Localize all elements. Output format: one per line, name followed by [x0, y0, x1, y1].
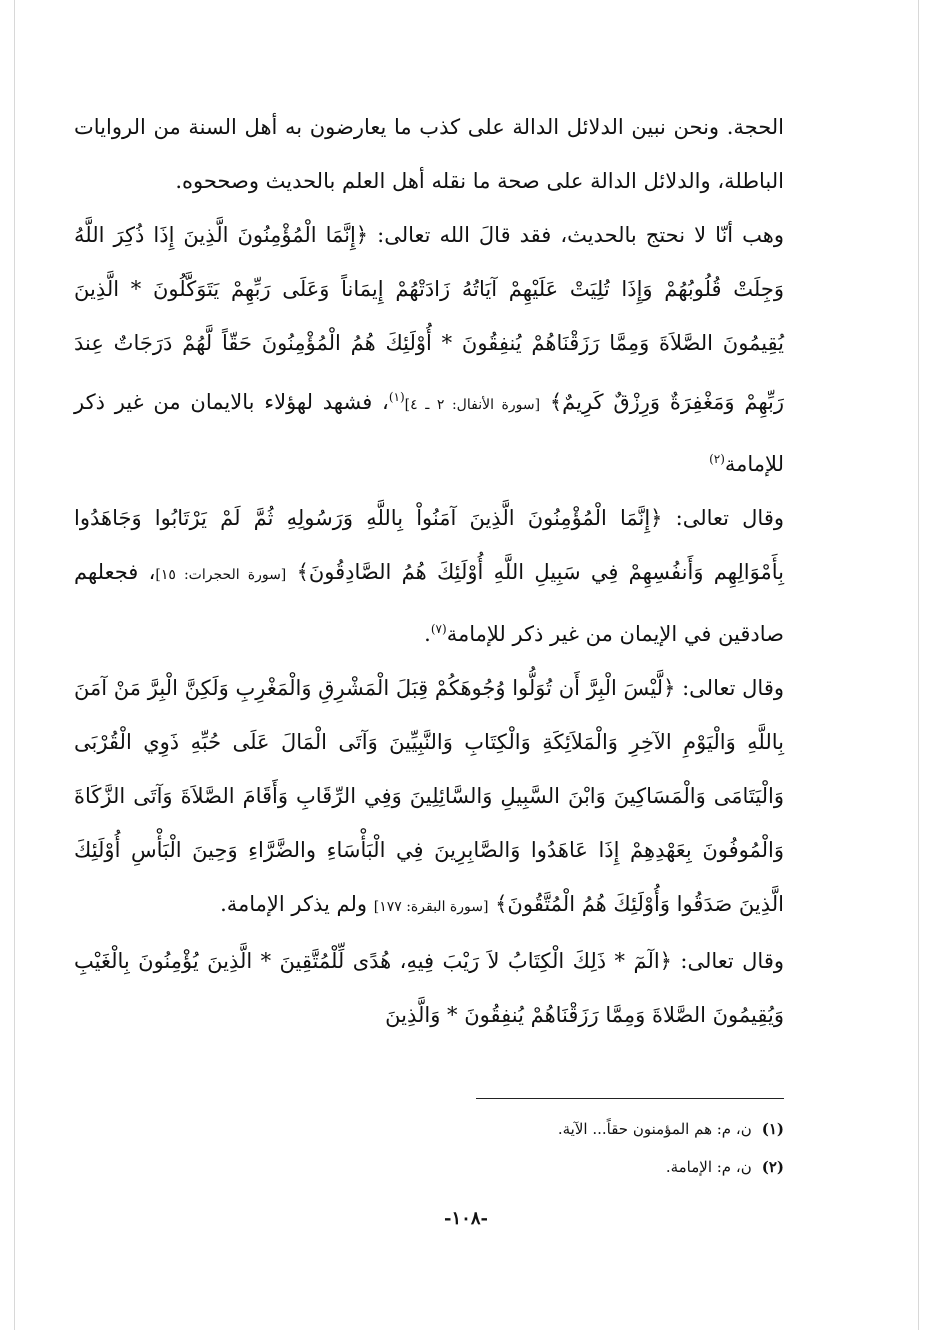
surah-reference: [سورة الأنفال: ٢ ـ ٤] [404, 397, 541, 413]
footnote-marker: (٧) [430, 622, 447, 636]
paragraph-3 [74, 491, 784, 661]
paragraph-text: وقال تعالى: ﴿لَّيْسَ الْبِرَّ أَن تُوَلُّوا وُجُوهَكُمْ قِبَلَ الْمَشْرِقِ وَالْمَغْرِبِ وَلَكِنَّ الْبِرَّ مَنْ آمَنَ بِاللَّهِ وَالْيَوْمِ الآخِرِ وَالْمَلاَئِكَةِ وَالْكِتَابِ وَالنَّبِيِّينَ وَآتَى الْمَالَ عَلَى حُبِّهِ ذَوِي الْقُرْبَى وَالْيَتَامَى وَالْمَسَاكِينَ وَابْنَ السَّبِيلِ وَالسَّائِلِينَ وَفِي الرِّقَابِ وَأَقَامَ الصَّلاَةَ وَآتَى الزَّكَاةَ وَالْمُوفُونَ بِعَهْدِهِمْ إِذَا عَاهَدُوا وَالصَّابِرِينَ فِي الْبَأْسَاءِ والضَّرَّاءِ وَحِينَ الْبَأْسِ أُوْلَئِكَ الَّذِينَ صَدَقُوا وَأُوْلَئِكَ هُمُ الْمُتَّقُونَ﴾ [74, 676, 784, 916]
footnote-marker: (٢) [709, 452, 725, 466]
scan-edge-left [14, 0, 15, 1330]
paragraph-text: وهب أنّا لا نحتج بالحديث، فقد قالَ الله تعالى: ﴿إِنَّمَا الْمُؤْمِنُونَ الَّذِينَ إِذَا ذُكِرَ اللَّهُ وَجِلَتْ قُلُوبُهُمْ وَإِذَا تُلِيَتْ عَلَيْهِمْ آيَاتُهُ زَادَتْهُمْ إِيمَاناً وَعَلَى رَبِّهِمْ يَتَوَكَّلُونَ * الَّذِينَ يُقِيمُونَ الصَّلاَةَ وَمِمَّا رَزَقْنَاهُمْ يُنفِقُونَ * أُوْلَئِكَ هُمُ الْمُؤْمِنُونَ حَقّاً لَّهُمْ دَرَجَاتٌ عِندَ رَبِّهِمْ وَمَغْفِرَةٌ وَرِزْقٌ كَرِيمٌ﴾ [74, 223, 784, 414]
footnotes [74, 1110, 784, 1186]
paragraph-tail: ولم يذكر الإمامة. [220, 892, 374, 916]
footnote-separator [476, 1098, 784, 1099]
footnote-2 [74, 1148, 784, 1186]
footnote-text: ن، م: هم المؤمنون حقاً... الآية. [557, 1120, 752, 1138]
footnote-text: ن، م: الإمامة. [665, 1158, 752, 1176]
surah-reference: [سورة الحجرات: ١٥] [155, 567, 287, 583]
footnote-marker: (١) [388, 390, 405, 404]
paragraph-end: . [424, 622, 431, 646]
paragraph-text: الحجة. ونحن نبين الدلائل الدالة على كذب ما يعارضون به أهل السنة من الروايات الباطلة، والدلائل الدالة على صحة ما نقله أهل العلم بالحديث وصححوه. [74, 115, 784, 193]
page-body [74, 100, 784, 1042]
paragraph-text: وقال تعالى: ﴿الٓمٓ * ذَلِكَ الْكِتَابُ لاَ رَيْبَ فِيهِ، هُدًى لِّلْمُتَّقِينَ * الَّذِينَ يُؤْمِنُونَ بِالْغَيْبِ وَيُقِيمُونَ الصَّلاةَ وَمِمَّا رَزَقْنَاهُمْ يُنفِقُونَ * وَالَّذِينَ [74, 949, 784, 1027]
paragraph-tail: ، فشهد لهؤلاء بالايمان من غير ذكر للإمامة [74, 390, 784, 476]
footnote-1 [74, 1110, 784, 1148]
paragraph-text: وقال تعالى: ﴿إِنَّمَا الْمُؤْمِنُونَ الَّذِينَ آمَنُواْ بِاللَّهِ وَرَسُولِهِ ثُمَّ لَمْ يَرْتَابُوا وَجَاهَدُوا بِأَمْوَالِهِم وَأَنفُسِهِمْ فِي سَبِيلِ اللَّهِ أُوْلَئِكَ هُمُ الصَّادِقُونَ﴾ [74, 506, 784, 584]
footnote-number: (٢) [761, 1158, 784, 1176]
paragraph-2 [74, 208, 784, 491]
paragraph-tail: ، فجعلهم صادقين في الإيمان من غير ذكر للإمامة [74, 560, 784, 646]
scan-edge-right [918, 0, 919, 1330]
surah-reference: [سورة البقرة: ١٧٧] [373, 899, 489, 915]
page-number: -١٠٨- [444, 1208, 488, 1229]
paragraph-1 [74, 100, 784, 208]
footnote-number: (١) [761, 1120, 784, 1138]
paragraph-5 [74, 934, 784, 1042]
paragraph-4 [74, 661, 784, 934]
